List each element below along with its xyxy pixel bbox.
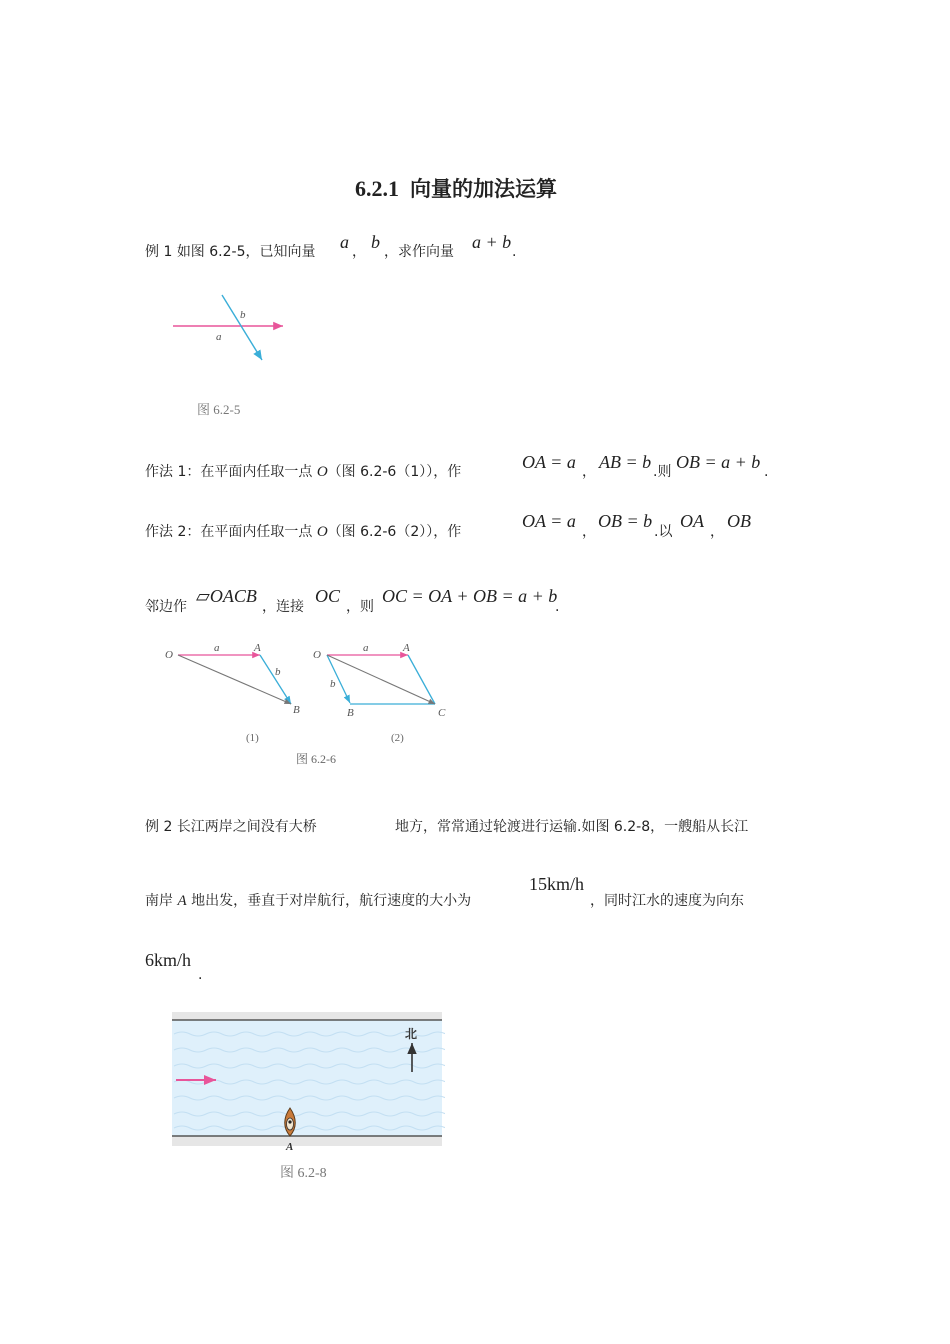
math-OB-eq-b: OB = b	[598, 511, 653, 531]
fig1-label-a: a	[214, 642, 220, 654]
speed-15: 15km/h	[529, 874, 585, 894]
fig1-label-O: O	[165, 649, 173, 661]
fig1-label-B: B	[293, 704, 300, 716]
method-2-line-2-text-3: ，则	[346, 599, 374, 615]
math-OC-eq-sum: OC = OA + OB = a + b	[382, 586, 558, 606]
fig1-label-b: b	[275, 666, 281, 678]
fig2-label-O: O	[313, 649, 321, 661]
boat-label-A: A	[286, 1141, 294, 1153]
figure-6-2-6	[160, 640, 460, 770]
label-a: a	[216, 331, 222, 343]
example-2-text-2: 地方，常常通过轮渡进行运输.如图 6.2-8，一艘船从长江	[395, 819, 749, 835]
north-bank	[172, 1012, 442, 1020]
fig2-vector-OC	[327, 655, 435, 704]
method-2-line	[145, 522, 461, 542]
method-2-comma-2: ，	[710, 524, 724, 540]
method-1-end: .	[764, 464, 769, 480]
example-2-text-4: 地出发，垂直于对岸航行，航行速度的大小为	[186, 893, 472, 909]
example-2-line-1-left	[145, 817, 317, 837]
math-OA-eq-a: OA = a	[522, 452, 576, 472]
river	[172, 1020, 442, 1136]
fig2-label-B: B	[347, 707, 354, 719]
example-1-label: 例 1	[145, 244, 173, 260]
method-2-text-2: （图 6.2-6（2）），作	[327, 524, 462, 540]
math-a: a	[340, 232, 349, 252]
method-1-comma: ，	[582, 464, 596, 480]
fig2-label-a: a	[363, 642, 369, 654]
figure-6-2-8	[170, 1010, 445, 1185]
north-label: 北	[405, 1027, 418, 1041]
fig2-label-b: b	[330, 678, 336, 690]
speed-6: 6km/h	[145, 950, 192, 970]
math-AB-eq-b: AB = b	[599, 452, 652, 472]
method-2-end: .	[555, 599, 560, 615]
example-1-text-1: 如图 6.2-5，已知向量	[176, 244, 316, 260]
math-b: b	[371, 232, 380, 252]
point-O: O	[316, 464, 328, 480]
fig1-vector-AB	[260, 655, 291, 704]
fig1-vector-OB	[178, 655, 291, 704]
vector-b-arrow	[222, 295, 262, 360]
figure-6-2-5	[165, 290, 295, 425]
title-text: 向量的加法运算	[410, 177, 557, 201]
math-OA-eq-a-2: OA = a	[522, 511, 576, 531]
point-O-2: O	[316, 524, 328, 540]
example-2-end: .	[198, 967, 203, 983]
math-a-plus-b: a + b	[472, 232, 512, 252]
method-1-text-2: （图 6.2-6（1）），作	[327, 464, 462, 480]
method-2-line-2-text-1: 邻边作	[145, 599, 187, 615]
label-b: b	[240, 309, 246, 321]
example-1-end: .	[512, 244, 517, 260]
math-OB: OB	[727, 511, 751, 531]
fig2-label-A: A	[403, 642, 410, 654]
fig1-label-A: A	[254, 642, 261, 654]
example-1-text-2: ，求作向量	[384, 244, 454, 260]
method-2-line-2-text-2: ，连接	[262, 599, 304, 615]
example-1-comma: ，	[352, 244, 366, 260]
south-bank	[172, 1136, 442, 1146]
fig2-label-C: C	[438, 707, 446, 719]
fig2-sublabel: (2)	[391, 732, 404, 744]
example-1-line	[145, 242, 316, 262]
math-OB-eq-a-plus-b: OB = a + b	[676, 452, 761, 472]
point-A: A	[177, 893, 187, 909]
example-2-text-5: ，同时江水的速度为向东	[590, 893, 744, 909]
title-number: 6.2.1	[355, 176, 399, 201]
example-2-label: 例 2	[145, 819, 173, 835]
method-2-comma: ，	[582, 524, 596, 540]
math-OA: OA	[680, 511, 704, 531]
example-2-text-1: 长江两岸之间没有大桥	[176, 819, 317, 835]
method-1-line	[145, 462, 461, 482]
math-OC: OC	[315, 586, 341, 606]
fig1-sublabel: (1)	[246, 732, 259, 744]
math-parallelogram-OACB: ▱OACB	[196, 586, 257, 606]
page-title	[355, 173, 557, 203]
method-2-text-3: .以	[654, 524, 673, 540]
figure-6-2-6-caption: 图 6.2-6	[296, 752, 336, 766]
fig2-side-AC	[408, 655, 435, 704]
method-1-text-1: 作法 1：在平面内任取一点	[145, 464, 317, 480]
example-2-line-2	[145, 891, 471, 911]
figure-6-2-5-caption: 图 6.2-5	[197, 402, 241, 417]
figure-6-2-8-caption: 图 6.2-8	[280, 1166, 327, 1181]
method-2-text-1: 作法 2：在平面内任取一点	[145, 524, 317, 540]
method-1-text-3: .则	[653, 464, 672, 480]
example-2-text-3: 南岸	[145, 893, 178, 909]
